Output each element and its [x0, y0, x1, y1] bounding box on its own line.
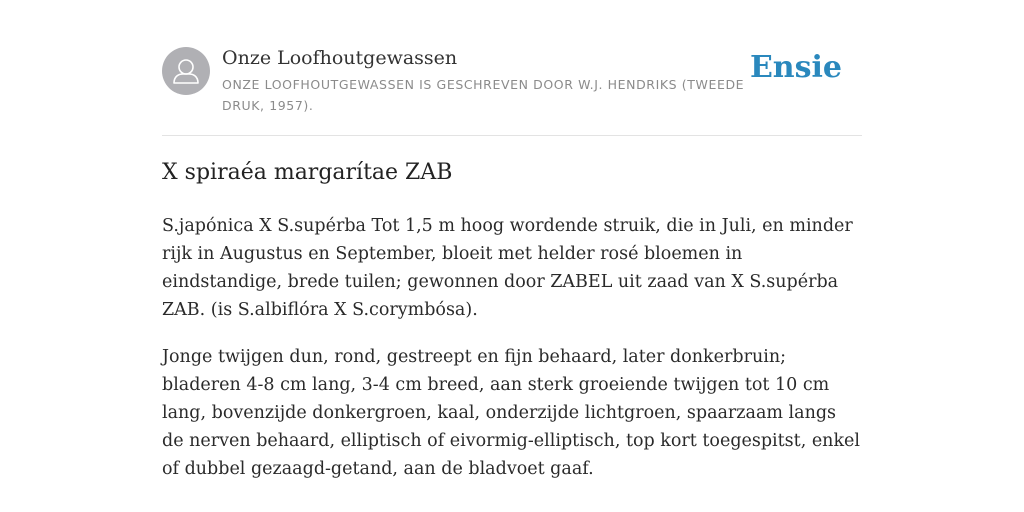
- entry-paragraph: S.japónica X S.supérba Tot 1,5 m hoog wordende struik, die in Juli, en minder rijk in Augustus en September, bloeit met helder rosé bloemen in eindstandige, brede tuilen; gewonnen door ZABEL uit zaad van X S.supérba ZAB. (is S.albiflóra X S.corymbósa).: [162, 216, 853, 320]
- ensie-logo-link[interactable]: Ensie: [749, 50, 842, 85]
- source-header: [162, 46, 862, 116]
- header-divider: [162, 135, 862, 136]
- entry-paragraph: Jonge twijgen dun, rond, gestreept en fijn behaard, later donkerbruin; bladeren 4-8 cm lang, 3-4 cm breed, aan sterk groeiende twijgen tot 10 cm lang, bovenzijde donkergroen, kaal, onderzijde lichtgroen, spaarzaam langs de nerven behaard, elliptisch of eivormig-elliptisch, top kort toegespitst, enkel of dubbel gezaagd-getand, aan de bladvoet gaaf.: [162, 347, 861, 479]
- source-description: ONZE LOOFHOUTGEWASSEN IS GESCHREVEN DOOR W.J. HENDRIKS (TWEEDE DRUK, 1957).: [222, 77, 745, 113]
- source-title[interactable]: Onze Loofhoutgewassen: [222, 47, 458, 69]
- user-avatar-icon[interactable]: [162, 47, 210, 95]
- entry-content: [162, 212, 862, 502]
- person-outline-icon: [162, 47, 210, 95]
- entry-title: X spiraéa margarítae ZAB: [162, 160, 453, 185]
